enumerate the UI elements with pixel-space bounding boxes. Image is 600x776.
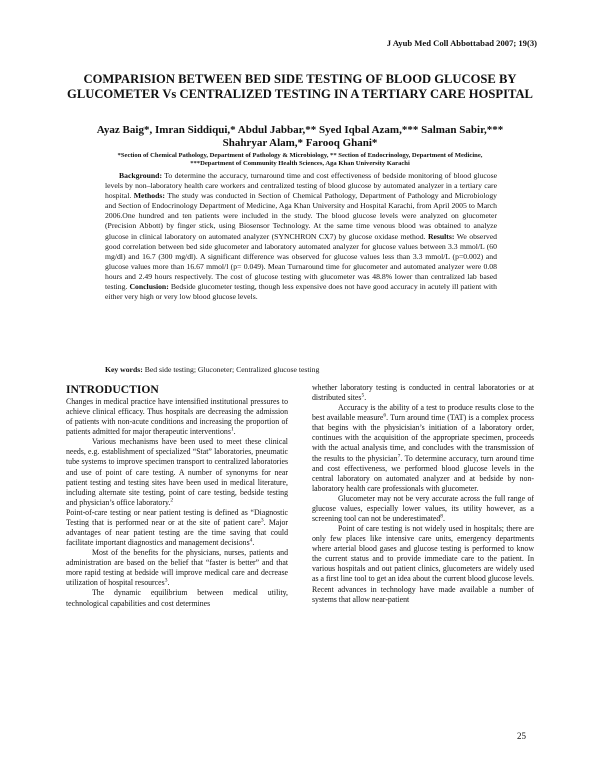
citation-ref: 7 bbox=[397, 452, 401, 459]
keywords bbox=[105, 365, 497, 375]
left-paragraph-4: Most of the benefits for the physicians, nurses, patients and administration are based on the belief that “faster is better” and that more rapid testing at bedside will improve medical care and decrease utilization of hospital resources$^3$. bbox=[66, 548, 288, 588]
citation-ref: 1 bbox=[230, 426, 234, 433]
citation-ref: 5 bbox=[361, 392, 365, 399]
right-column bbox=[312, 383, 534, 605]
right-paragraph-1: whether laboratory testing is conducted in central laboratories or at distributed sites$^5$. bbox=[312, 383, 534, 403]
authors-line-1: Ayaz Baig*, Imran Siddiqui,* Abdul Jabbar,** Syed Iqbal Azam,*** Salman Sabir,*** bbox=[96, 124, 504, 136]
citation-ref: 8 bbox=[440, 513, 444, 520]
author-list bbox=[66, 124, 534, 150]
page-number: 25 bbox=[517, 731, 526, 741]
authors-line-2: Shahryar Alam,* Farooq Ghani* bbox=[222, 137, 378, 149]
left-paragraph-5: The dynamic equilibrium between medical utility, technological capabilities and cost determines bbox=[66, 588, 288, 608]
right-paragraph-2: Accuracy is the ability of a test to produce results close to the best available measure$^6$. Turn around time (TAT) is a complex process that begins with the physicisian’s initiation of a laboratory order, continues with the acquisition of the appropriate specimen, proceeds with the actual analysis time, and concludes with the transmission of the results to the physician$^7$. To determine accuracy, turn around time and cost effectiveness, we performed blood glucose levels in the central laboratory on automated analyzer and at bedside by non-laboratory health care professionals with glucometer. bbox=[312, 403, 535, 493]
citation-ref: 3 bbox=[260, 517, 264, 524]
affiliation-line-1: *Section of Chemical Pathology, Department of Pathology & Microbiology, ** Section of Endocrinology, Department of Medicine, bbox=[117, 152, 483, 159]
abstract-methods-text: The study was conducted in Section of Chemical Pathology, Department of Pathology and Microbiology and Section of Endocrinology Department of Medicine, Aga Khan University and Hospital Karachi, from April 2005 to March 2006.One hundred and ten patients were included in the study. The blood glucose levels were analyzed on glucometer (Precision Abbott) by finger stick, using Biosensor Technology. At the same time venous blood was obtained to analyze glucose in clinical laboratory on automated analyzer (SYNCHRON CX7) by glucose oxidase method. bbox=[105, 191, 498, 241]
abstract bbox=[105, 171, 497, 302]
left-paragraph-1: Changes in medical practice have intensified institutional pressures to achieve clinical efficacy. Thus hospitals are decreasing the admission of patients with non-acute conditions and increasing the proportion of patients admitted for major therapeutic interventions$^1$. bbox=[66, 397, 288, 437]
citation-ref: 4 bbox=[249, 537, 253, 544]
keywords-text: Bed side testing; Gluconeter; Centralized glucose testing bbox=[142, 365, 320, 374]
abstract-methods-label: Methods: bbox=[133, 191, 165, 201]
keywords-label: Key words: bbox=[105, 365, 143, 374]
affiliation-line-2: ***Department of Community Health Sciences, Aga Khan University Karachi bbox=[190, 160, 410, 168]
citation-ref: 3 bbox=[164, 577, 168, 584]
abstract-conclusion-text: Bedside glucometer testing, though less expensive does not have good accuracy in acutely ill patient with either very high or very low blood glucose levels. bbox=[105, 282, 498, 302]
abstract-background-text: To determine the accuracy, turnaround time and cost effectiveness of bedside monitoring of blood glucose levels by non–laboratory health care workers and centralized testing of blood glucose by automated analyzer in a tertiary care hospital. bbox=[105, 171, 497, 201]
right-paragraph-4: Point of care testing is not widely used in hospitals; there are only few places like intensive care units, emergency departments where arterial blood gases and glucose testing is performed to know the current status and to provide immediate care to the patient. In various hospitals and out patient clinics, glucometers are widely used as a first line tool to get an idea about the current blood glucose levels. Recent advances in technology have made available a number of systems that allow near-patient bbox=[312, 524, 534, 604]
right-paragraph-3: Glucometer may not be very accurate across the full range of glucose values, especially lower values, its utility however, as a screening tool can not be underestimated$^8$. bbox=[312, 493, 534, 524]
abstract-results-text: We observed good correlation between bed side glucometer and laboratory automated analyzer for glucose values between 3.3 mmol/L (60 mg/dl) and 16.7 (300 mg/dl). A significant difference was observed for glucose values less than 3.3 mmol/L (p=0.002) and glucose values more than 16.67 mmol/l (p= 0.049). Mean Turnaround time for glucometer and automated analyzer were 0.08 hours and 2.49 hours respectively. The cost of glucose testing with glucometer was 48.8% lower than centralized lab based testing. bbox=[105, 231, 497, 292]
left-paragraph-3: Point-of-care testing or near patient testing is defined as “Diagnostic Testing that is performed near or at the site of patient care$^3$. Major advantages of near patient testing are the time saving that could facilitate important diagnostics and management decisions$^4$. bbox=[66, 507, 288, 548]
affiliations bbox=[60, 152, 540, 169]
citation-ref: 2 bbox=[170, 497, 174, 504]
article-title: COMPARISION BETWEEN BED SIDE TESTING OF BLOOD GLUCOSE BY GLUCOMETER Vs CENTRALIZED TESTING IN A TERTIARY CARE HOSPITAL bbox=[67, 72, 533, 101]
left-paragraph-2: Various mechanisms have been used to meet these clinical needs, e.g. establishment of specialized “Stat” laboratories, pneumatic tube systems to improve specimen transport to centralized laboratories and use of point of care testing. A number of synonyms for near patient testing and testing sites have been used in medical literature, including alternate site testing, point of care testing, bedside testing and physician’s office laboratory.$^2$ bbox=[66, 437, 288, 507]
abstract-results-label: Results: bbox=[427, 231, 455, 241]
citation-ref: 6 bbox=[383, 412, 387, 419]
abstract-background-label: Background: bbox=[119, 171, 163, 180]
abstract-conclusion-label: Conclusion: bbox=[129, 282, 169, 292]
journal-citation: J Ayub Med Coll Abbottabad 2007; 19(3) bbox=[386, 38, 537, 48]
left-column bbox=[66, 383, 288, 609]
introduction-heading: INTRODUCTION bbox=[66, 383, 159, 396]
